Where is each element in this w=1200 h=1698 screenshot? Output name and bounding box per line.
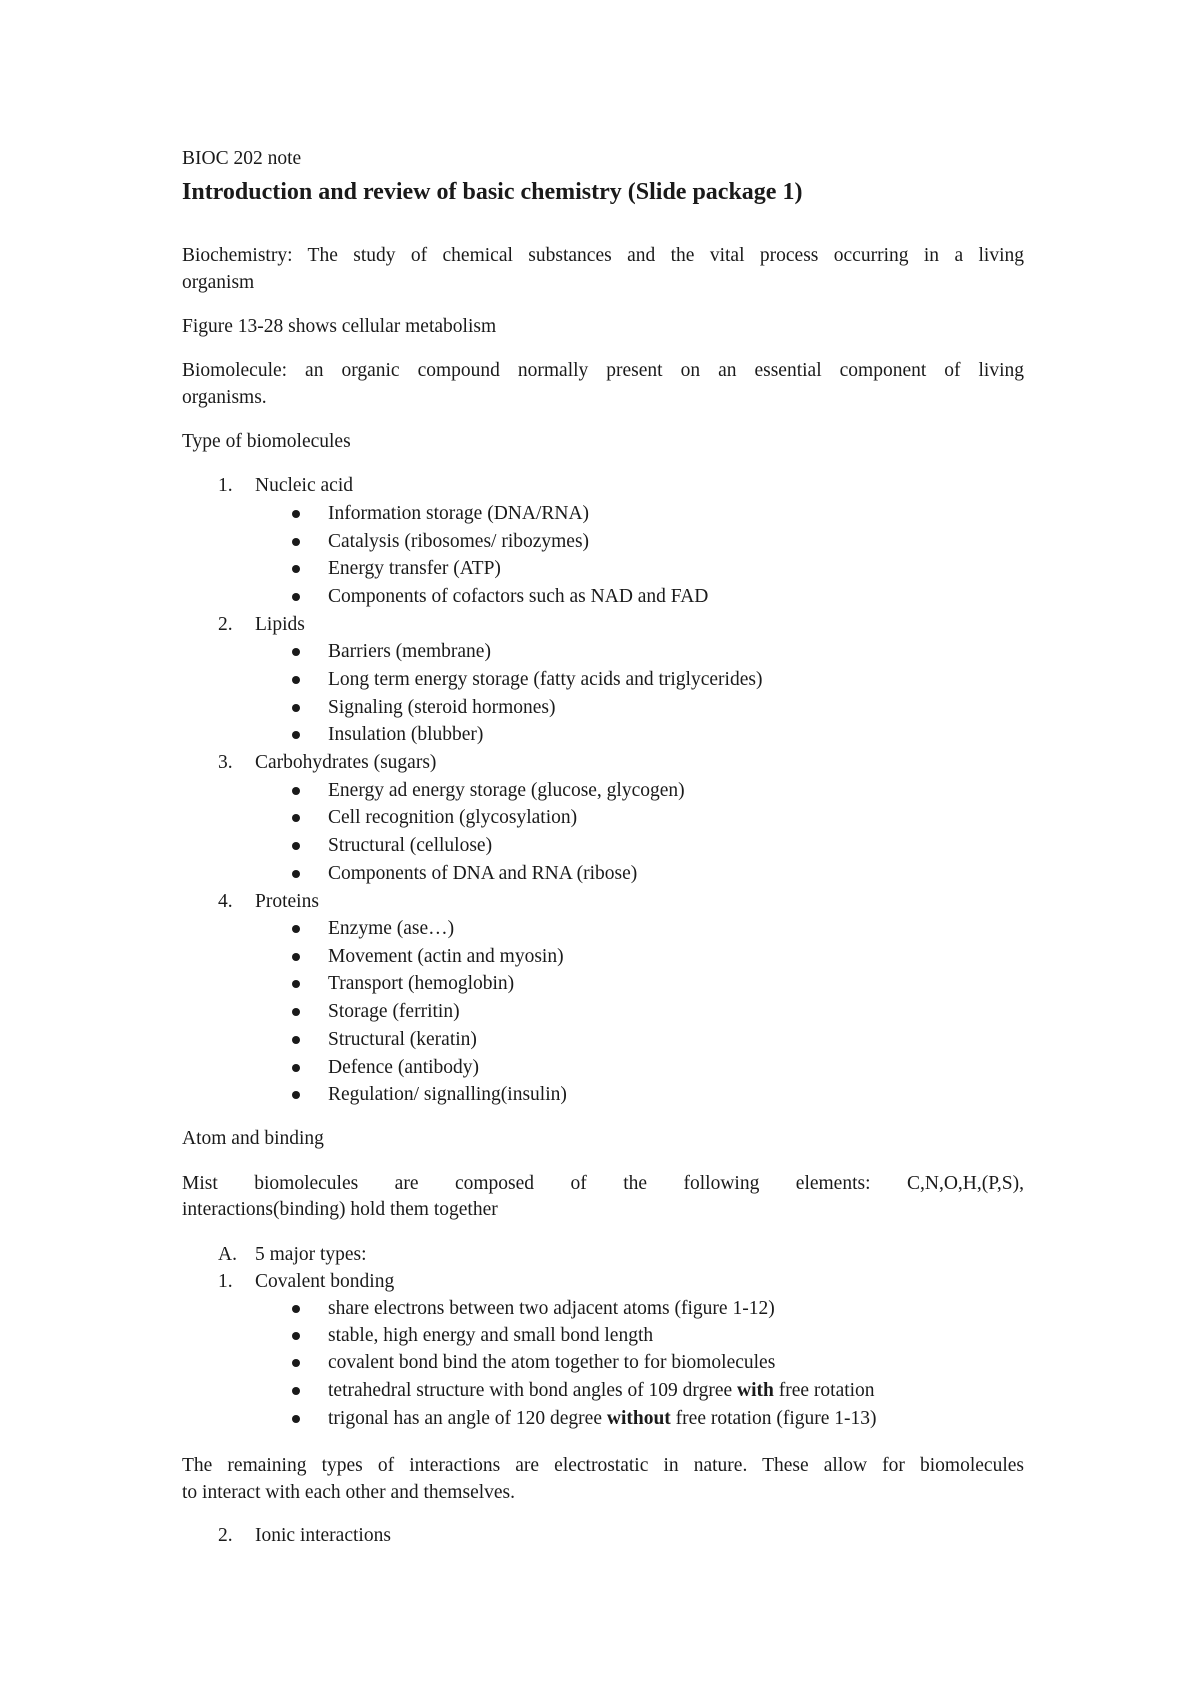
bullet-icon bbox=[292, 842, 300, 850]
list-item: Barriers (membrane) bbox=[328, 641, 491, 662]
bullet-icon bbox=[292, 1359, 300, 1367]
remaining-types-line-2: to interact with each other and themselves. bbox=[182, 1482, 516, 1503]
bullet-icon bbox=[292, 980, 300, 988]
bullet-icon bbox=[292, 787, 300, 795]
bullet-icon bbox=[292, 538, 300, 546]
list-letter: A. bbox=[218, 1244, 237, 1265]
bullet-icon bbox=[292, 1036, 300, 1044]
list-item-covalent-bonding: Covalent bonding bbox=[255, 1271, 395, 1292]
bullet-icon bbox=[292, 704, 300, 712]
bullet-icon bbox=[292, 870, 300, 878]
atom-heading: Atom and binding bbox=[182, 1128, 324, 1149]
list-item: Components of DNA and RNA (ribose) bbox=[328, 863, 638, 884]
list-item-ionic-interactions: Ionic interactions bbox=[255, 1525, 391, 1546]
emphasis-with: with bbox=[737, 1380, 774, 1401]
biomolecule-definition-line-1: Biomolecule: an organic compound normally present on an essential component of living bbox=[182, 360, 1024, 381]
list-item: Energy transfer (ATP) bbox=[328, 558, 501, 579]
list-item: Regulation/ signalling(insulin) bbox=[328, 1084, 567, 1105]
list-item: stable, high energy and small bond length bbox=[328, 1325, 654, 1346]
biochemistry-definition-line-2: organism bbox=[182, 272, 255, 293]
list-item: Components of cofactors such as NAD and FAD bbox=[328, 586, 709, 607]
biochemistry-definition-line-1: Biochemistry: The study of chemical substances and the vital process occurring in a living bbox=[182, 245, 1024, 266]
list-number: 4. bbox=[218, 891, 233, 912]
tetrahedral-text: tetrahedral structure with bond angles of 109 drgree bbox=[328, 1380, 738, 1401]
emphasis-without: without bbox=[606, 1408, 671, 1429]
bullet-icon bbox=[292, 593, 300, 601]
bullet-icon bbox=[292, 1415, 300, 1423]
bullet-icon bbox=[292, 1008, 300, 1016]
tetrahedral-text-end: free rotation bbox=[773, 1380, 875, 1401]
list-item: Catalysis (ribosomes/ ribozymes) bbox=[328, 531, 590, 552]
types-heading: Type of biomolecules bbox=[182, 431, 351, 452]
bullet-icon bbox=[292, 1305, 300, 1313]
list-item: Structural (cellulose) bbox=[328, 835, 493, 856]
list-item: share electrons between two adjacent atoms (figure 1-12) bbox=[328, 1298, 775, 1319]
list-number: 2. bbox=[218, 1525, 233, 1546]
list-number: 3. bbox=[218, 752, 233, 773]
list-item-proteins: Proteins bbox=[255, 891, 319, 912]
list-number: 2. bbox=[218, 614, 233, 635]
list-item: Signaling (steroid hormones) bbox=[328, 697, 556, 718]
bullet-icon bbox=[292, 925, 300, 933]
list-item: Movement (actin and myosin) bbox=[328, 946, 564, 967]
list-item: covalent bond bind the atom together to for biomolecules bbox=[328, 1352, 776, 1373]
bullet-icon bbox=[292, 814, 300, 822]
list-item: Energy ad energy storage (glucose, glycogen) bbox=[328, 780, 685, 801]
list-number: 1. bbox=[218, 475, 233, 496]
elements-line-1: Mist biomolecules are composed of the following elements: C,N,O,H,(P,S), bbox=[182, 1173, 1024, 1194]
list-item: Insulation (blubber) bbox=[328, 724, 484, 745]
list-item-lipids: Lipids bbox=[255, 614, 305, 635]
bullet-icon bbox=[292, 953, 300, 961]
major-types-label: 5 major types: bbox=[255, 1244, 367, 1265]
elements-line-2: interactions(binding) hold them together bbox=[182, 1199, 498, 1220]
bullet-icon bbox=[292, 1387, 300, 1395]
bullet-icon bbox=[292, 1064, 300, 1072]
remaining-types-line-1: The remaining types of interactions are electrostatic in nature. These allow for biomolecules bbox=[182, 1455, 1024, 1476]
list-item: Transport (hemoglobin) bbox=[328, 973, 515, 994]
list-item: Defence (antibody) bbox=[328, 1057, 480, 1078]
list-item: Cell recognition (glycosylation) bbox=[328, 807, 578, 828]
list-item: Structural (keratin) bbox=[328, 1029, 477, 1050]
list-item-nucleic-acid: Nucleic acid bbox=[255, 475, 353, 496]
bullet-icon bbox=[292, 731, 300, 739]
list-item: Enzyme (ase…) bbox=[328, 918, 455, 939]
list-item-trigonal bbox=[328, 1407, 877, 1431]
list-item: Storage (ferritin) bbox=[328, 1001, 460, 1022]
bullet-icon bbox=[292, 565, 300, 573]
bullet-icon bbox=[292, 648, 300, 656]
trigonal-text-end: free rotation (figure 1-13) bbox=[670, 1408, 877, 1429]
list-item: Long term energy storage (fatty acids and triglycerides) bbox=[328, 669, 763, 690]
course-label: BIOC 202 note bbox=[182, 148, 302, 169]
bullet-icon bbox=[292, 510, 300, 518]
figure-note: Figure 13-28 shows cellular metabolism bbox=[182, 316, 497, 337]
list-item: Information storage (DNA/RNA) bbox=[328, 503, 590, 524]
biomolecule-definition-line-2: organisms. bbox=[182, 387, 267, 408]
bullet-icon bbox=[292, 1332, 300, 1340]
bullet-icon bbox=[292, 1091, 300, 1099]
list-item-tetrahedral bbox=[328, 1379, 875, 1403]
list-number: 1. bbox=[218, 1271, 233, 1292]
page-title: Introduction and review of basic chemistry (Slide package 1) bbox=[182, 179, 803, 205]
list-item-carbohydrates: Carbohydrates (sugars) bbox=[255, 752, 437, 773]
bullet-icon bbox=[292, 676, 300, 684]
trigonal-text: trigonal has an angle of 120 degree bbox=[328, 1408, 607, 1429]
